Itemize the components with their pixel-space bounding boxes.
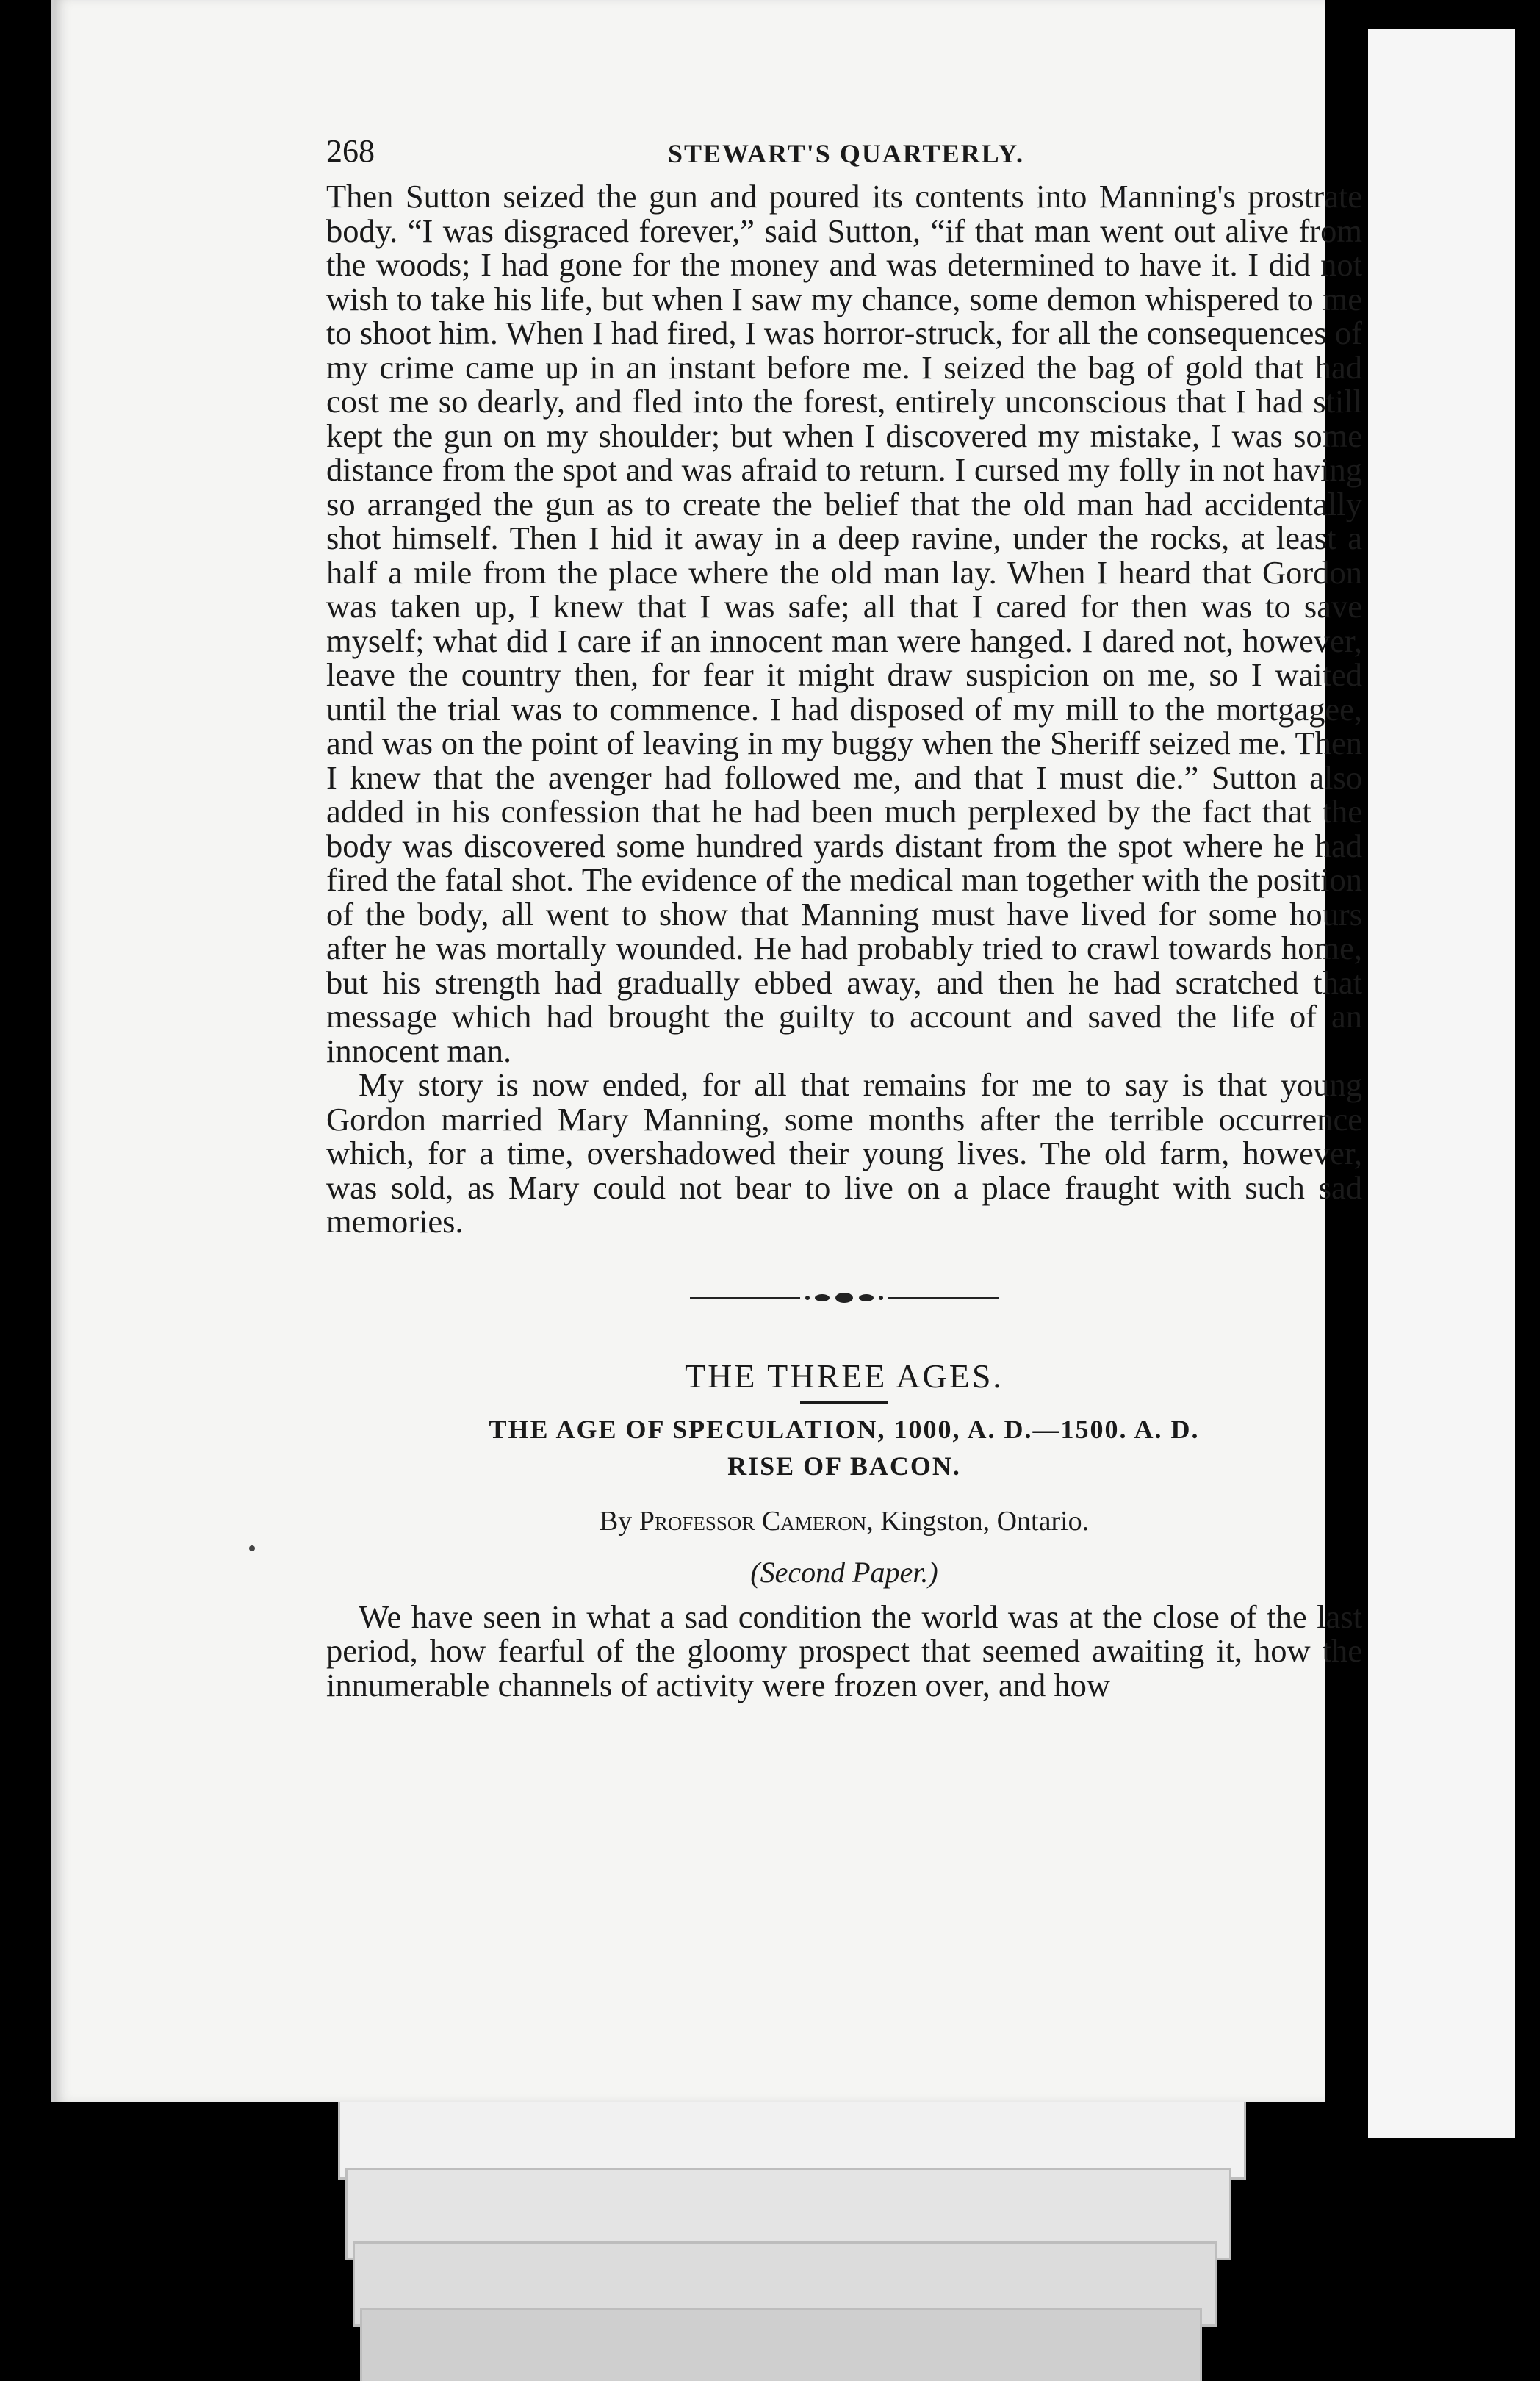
page-number: 268 — [326, 133, 375, 169]
section-ornament — [690, 1283, 999, 1312]
author-place: Kingston, Ontario. — [880, 1505, 1090, 1537]
story-text — [326, 179, 1362, 1239]
page-edge — [360, 2308, 1202, 2381]
adjacent-page — [1368, 29, 1515, 2138]
book-page — [51, 0, 1362, 2102]
ink-speck — [249, 1545, 255, 1551]
story-paragraph: Then Sutton seized the gun and poured its contents into Manning's prostrate body. “I was disgraced forever,” said Sutton, “if that man went out alive from the woods; I had gone for the money and was determined to have it. I did not wish to take his life, but when I saw my chance, some demon whispered to me to shoot him. When I had fired, I was horror-struck, for all the consequences of my crime came up in an instant before me. I seized the bag of gold that had cost me so dearly, and fled into the forest, entirely unconscious that I had still kept the gun on my shoulder; but when I discovered my mistake, I was some distance from the spot and was afraid to return. I cursed my folly in not having so arranged the gun as to create the belief that the old man had accidentally shot himself. Then I hid it away in a deep ravine, under the rocks, at least a half a mile from the place where the old man lay. When I heard that Gordon was taken up, I knew that I was safe; all that I cared for then was to save myself; what did I care if an innocent man were hanged. I dared not, however, leave the country then, for fear it might draw suspicion on me, so I waited until the trial was to commence. I had disposed of my mill to the mortgagee, and was on the point of leaving in my buggy when the Sheriff seized me. Then I knew that the avenger had followed me, and that I must die.” Sutton also added in his confession that he had been much perplexed by the fact that the body was discovered some hundred yards distant from the spot where he had fired the fatal shot. The evidence of the medical man together with the position of the body, all went to show that Manning must have lived for some hours after he was mortally wounded. He had probably tried to crawl towards home, but his strength had gradually ebbed away, and then he had scratched that message which had brought the guilty to account and saved the life of an innocent man. — [326, 178, 1362, 1069]
article-paragraph: We have seen in what a sad condition the world was at the close of the last period, how fearful of the gloomy prospect that seemed awaiting it, how the innumerable channels of activity were frozen over, and how — [326, 1598, 1362, 1703]
page-header — [326, 110, 1362, 169]
author-name: Professor Cameron, — [638, 1505, 874, 1537]
page-content — [326, 110, 1362, 1702]
running-head: STEWART'S QUARTERLY. — [668, 139, 1024, 168]
ornament-divider-icon — [690, 1283, 999, 1312]
byline-prefix: By — [599, 1505, 633, 1537]
article-title: THE THREE AGES. — [685, 1357, 1004, 1395]
article-text — [326, 1600, 1362, 1703]
story-paragraph: My story is now ended, for all that remains for me to say is that young Gordon married Mary Manning, some months after the terrible occurrence which, for a time, overshadowed their young lives. The old farm, however, was sold, as Mary could not bear to live on a place fraught with such sad memories. — [326, 1066, 1362, 1240]
article-subtitle: RISE OF BACON. — [727, 1451, 961, 1481]
title-rule — [800, 1401, 888, 1404]
paper-note: (Second Paper.) — [750, 1555, 938, 1589]
byline — [326, 1505, 1362, 1537]
article-subtitle: THE AGE OF SPECULATION, 1000, A. D.—1500. A. D. — [489, 1414, 1200, 1444]
